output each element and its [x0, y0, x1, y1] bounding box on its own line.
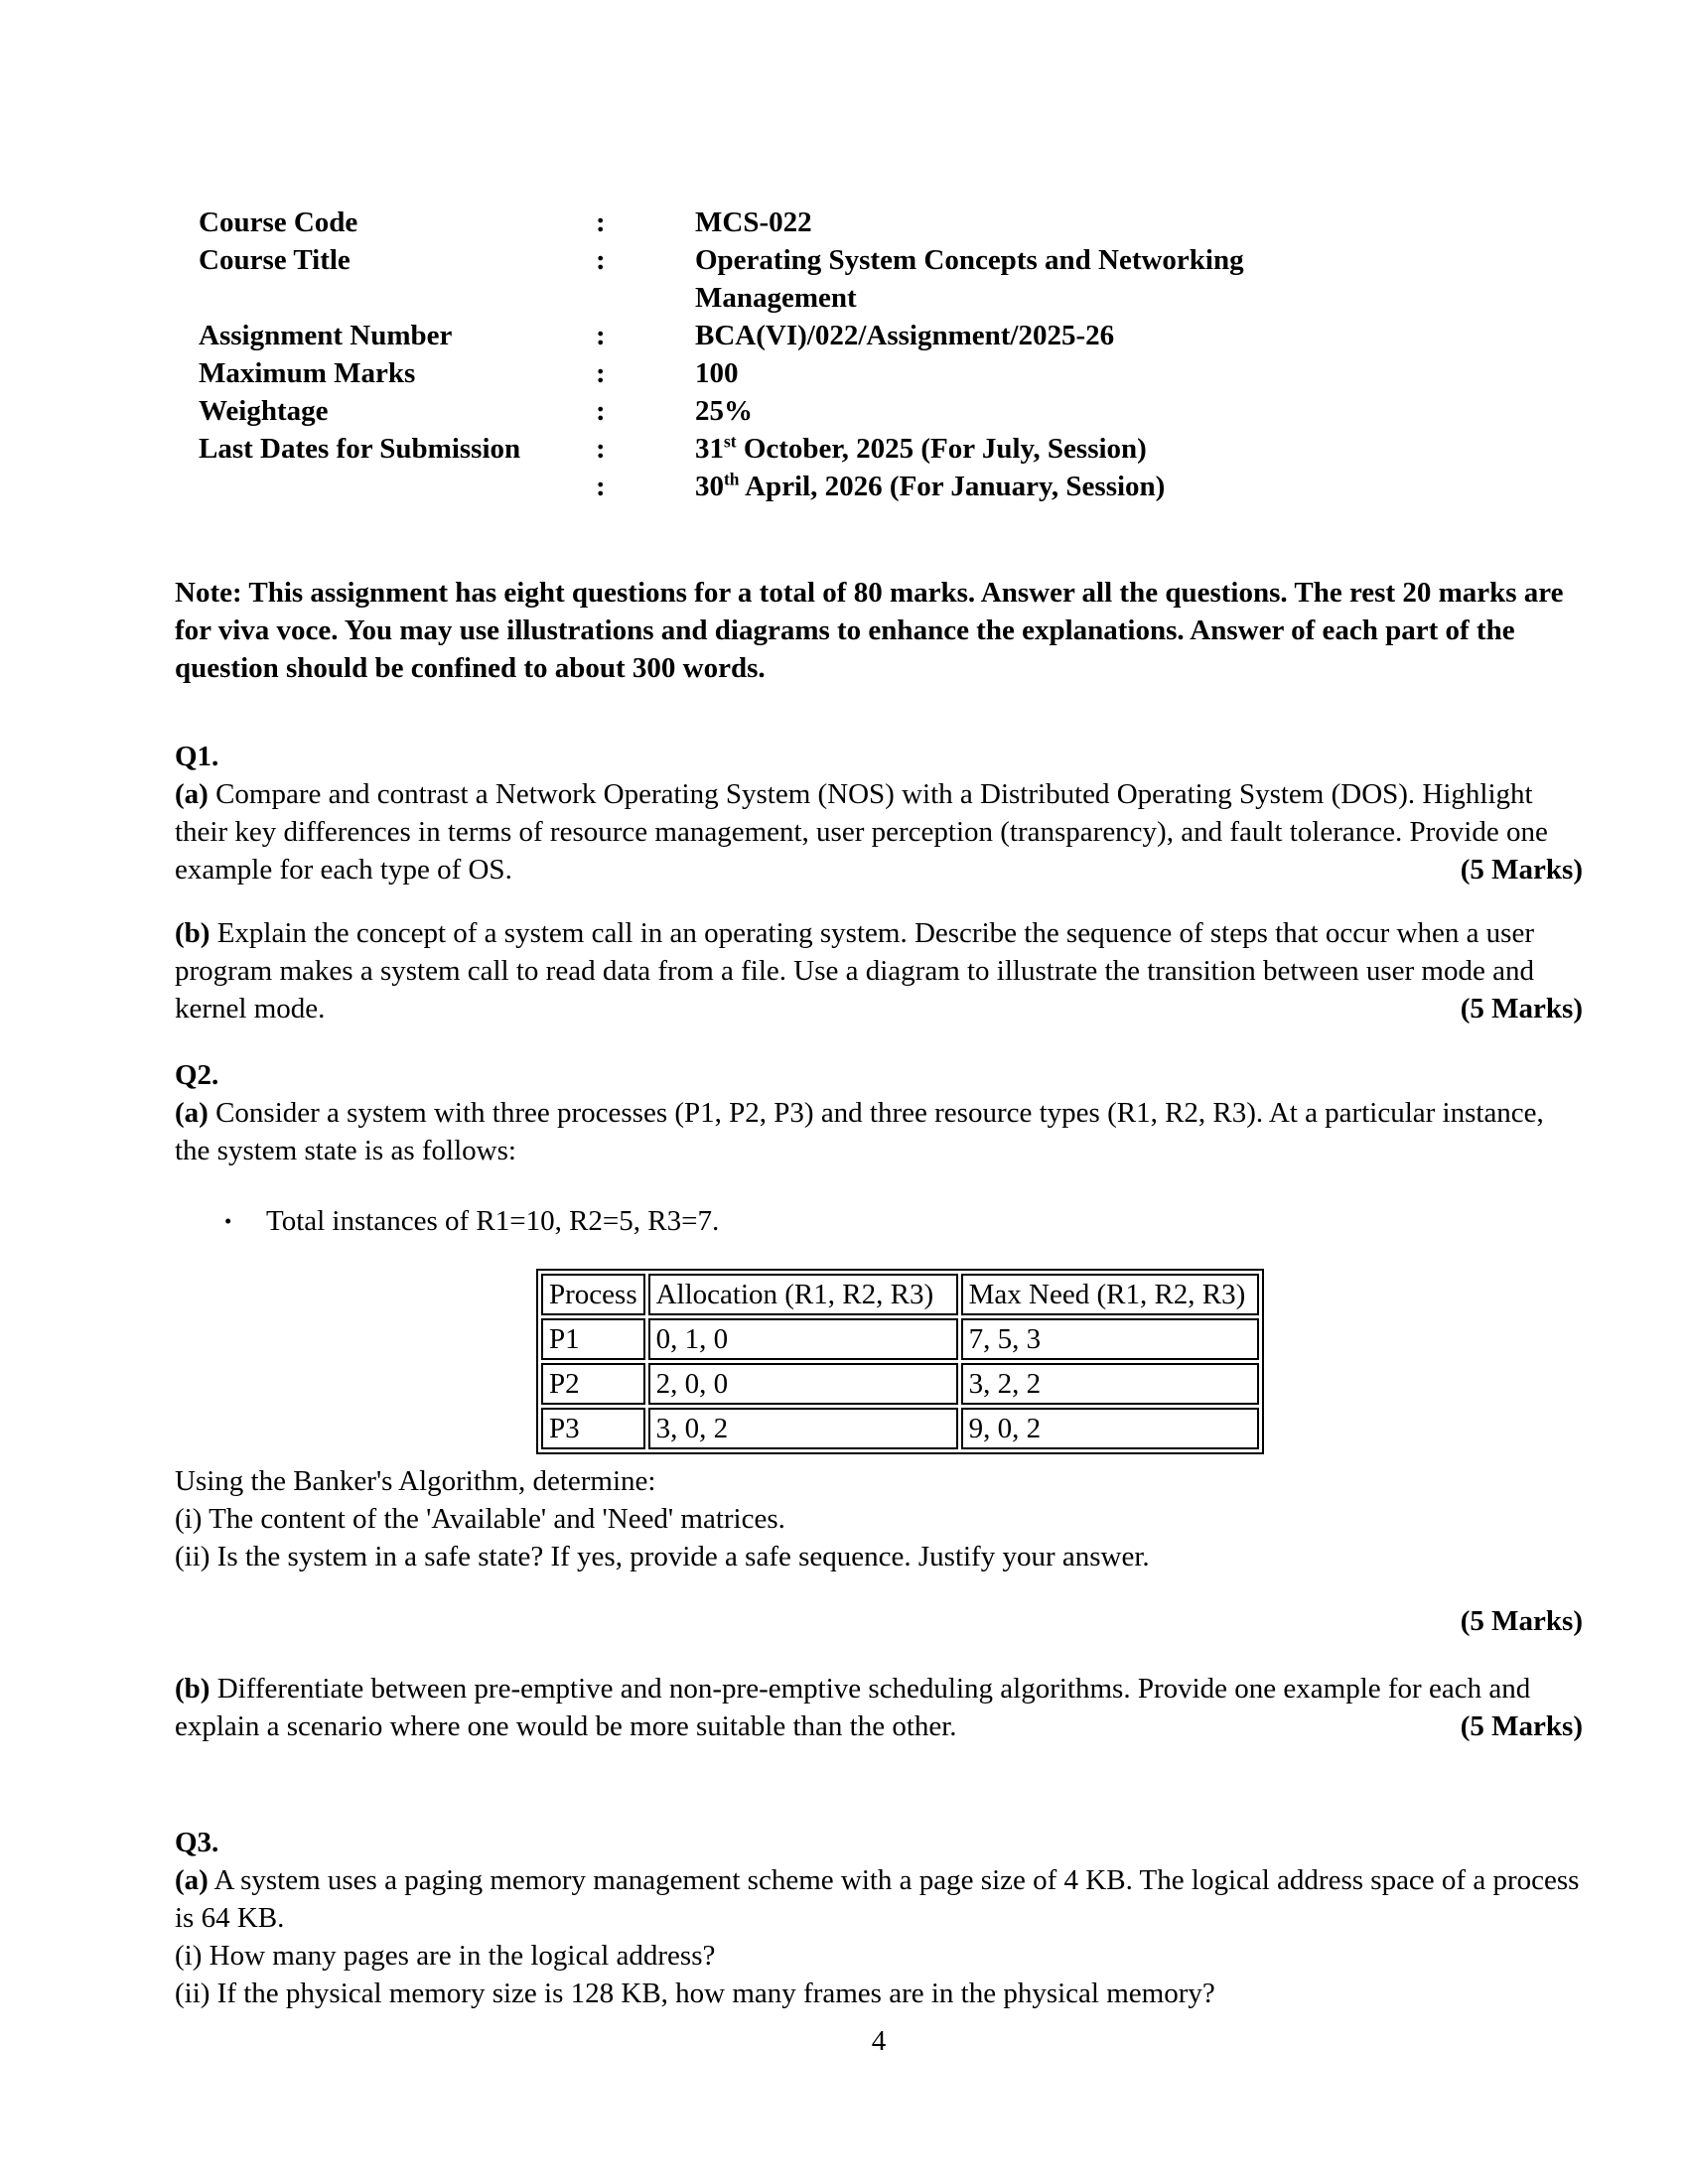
question-1a-paragraph	[175, 775, 1583, 888]
page-number: 4	[871, 2025, 887, 2057]
colon-separator: :	[596, 206, 606, 238]
question-2-label: Q2.	[175, 1059, 219, 1091]
table-cell: 2, 0, 0	[648, 1363, 958, 1405]
empty-label	[199, 468, 596, 505]
table-cell: 9, 0, 2	[961, 1408, 1259, 1449]
submission-date-july-value: 31st October, 2025 (For July, Session)	[695, 431, 1147, 465]
question-2b-paragraph	[175, 1670, 1583, 1745]
question-3a-text: A system uses a paging memory management scheme with a page size of 4 KB. The logical address space of a process is 64 KB.	[175, 1864, 1580, 1934]
question-2a-item-ii: (ii) Is the system in a safe state? If yes, provide a safe sequence. Justify your answer.	[175, 1541, 1150, 1572]
question-2a-paragraph	[175, 1094, 1583, 1169]
question-3-section	[175, 1824, 1583, 2012]
colon-separator: :	[596, 357, 606, 389]
table-row-p3	[541, 1408, 1259, 1449]
question-1a-marks: (5 Marks)	[1460, 854, 1583, 886]
course-header-block	[199, 204, 1583, 505]
table-row-p1	[541, 1318, 1259, 1360]
assignment-number-row	[199, 317, 1583, 354]
total-instances-text: Total instances of R1=10, R2=5, R3=7.	[266, 1205, 720, 1237]
question-2a-marks: (5 Marks)	[1460, 1605, 1583, 1637]
question-2b-marks: (5 Marks)	[1460, 1710, 1583, 1742]
question-2a-item-i: (i) The content of the 'Available' and 'Need' matrices.	[175, 1503, 785, 1535]
colon-separator: :	[596, 395, 606, 427]
part-a-lead: (a)	[175, 778, 209, 810]
submission-date-january-value: 30th April, 2026 (For January, Session)	[695, 469, 1166, 502]
question-1-label: Q1.	[175, 741, 219, 772]
weightage-label: Weightage	[199, 395, 329, 427]
ordinal-superscript: st	[724, 431, 737, 452]
table-cell: P1	[541, 1318, 645, 1360]
question-1b-paragraph	[175, 914, 1583, 1027]
maximum-marks-value: 100	[695, 357, 739, 389]
total-instances-bullet-item	[175, 1202, 1583, 1240]
weightage-value: 25%	[695, 395, 753, 427]
note-paragraph: Note: This assignment has eight questions for a total of 80 marks. Answer all the questions. The rest 20 marks are for viva voce. You may use illustrations and diagrams to enhance the explanations. Answer of each part of the question should be confined to about 300 words.	[175, 577, 1564, 684]
allocation-table	[536, 1269, 1264, 1454]
question-3a-paragraph	[175, 1861, 1583, 1937]
colon-separator: :	[596, 320, 606, 351]
table-cell: 3, 2, 2	[961, 1363, 1259, 1405]
course-title-row	[199, 241, 1583, 317]
max-need-column-header: Max Need (R1, R2, R3)	[961, 1274, 1259, 1315]
ordinal-superscript: th	[724, 469, 740, 489]
colon-separator: :	[596, 433, 606, 465]
allocation-column-header: Allocation (R1, R2, R3)	[648, 1274, 958, 1315]
course-title-label: Course Title	[199, 244, 351, 276]
part-a-lead: (a)	[175, 1097, 209, 1129]
question-2a-text: Consider a system with three processes (P1, P2, P3) and three resource types (R1, R2, R3). At a particular instance, the system state is as follows:	[175, 1097, 1544, 1166]
bullet-icon: •	[224, 1209, 232, 1233]
table-cell: 7, 5, 3	[961, 1318, 1259, 1360]
question-1a-text: Compare and contrast a Network Operating System (NOS) with a Distributed Operating System (DOS). Highlight their key differences in terms of resource management, user perception (transparency), and fault tolerance. Provide one example for each type of OS.	[175, 778, 1548, 886]
question-1-section	[175, 738, 1583, 888]
course-title-value: Operating System Concepts and Networking Management	[695, 244, 1244, 314]
assignment-number-value: BCA(VI)/022/Assignment/2025-26	[695, 320, 1115, 351]
maximum-marks-label: Maximum Marks	[199, 357, 416, 389]
course-code-value: MCS-022	[695, 206, 812, 238]
submission-date-january-row	[199, 468, 1583, 505]
question-3-label: Q3.	[175, 1827, 219, 1858]
question-1b-section	[175, 914, 1583, 1027]
question-1b-text: Explain the concept of a system call in an operating system. Describe the sequence of steps that occur when a user program makes a system call to read data from a file. Use a diagram to illustrate the transition between user mode and kernel mode.	[175, 917, 1534, 1024]
question-2-section	[175, 1056, 1583, 1169]
bankers-determine-line: Using the Banker's Algorithm, determine:	[175, 1465, 656, 1497]
maximum-marks-row	[199, 354, 1583, 392]
part-b-lead: (b)	[175, 1673, 211, 1705]
part-b-lead: (b)	[175, 917, 211, 949]
submission-dates-label: Last Dates for Submission	[199, 433, 521, 465]
part-a-lead: (a)	[175, 1864, 209, 1896]
question-3a-item-i: (i) How many pages are in the logical address?	[175, 1940, 716, 1972]
question-2b-text: Differentiate between pre-emptive and non-pre-emptive scheduling algorithms. Provide one example for each and explain a scenario where one would be more suitable than the other.	[175, 1673, 1531, 1742]
table-cell: P2	[541, 1363, 645, 1405]
colon-separator: :	[596, 244, 606, 276]
table-cell: 0, 1, 0	[648, 1318, 958, 1360]
submission-date-july-row	[199, 430, 1583, 468]
table-cell: 3, 0, 2	[648, 1408, 958, 1449]
colon-separator: :	[596, 471, 606, 502]
table-row-p2	[541, 1363, 1259, 1405]
assignment-number-label: Assignment Number	[199, 320, 453, 351]
question-2b-section	[175, 1670, 1583, 1745]
course-code-label: Course Code	[199, 206, 358, 238]
table-cell: P3	[541, 1408, 645, 1449]
question-1b-marks: (5 Marks)	[1460, 993, 1583, 1024]
question-3a-item-ii: (ii) If the physical memory size is 128 KB, how many frames are in the physical memory?	[175, 1978, 1215, 2009]
process-column-header: Process	[541, 1274, 645, 1315]
table-header-row	[541, 1274, 1259, 1315]
course-code-row	[199, 204, 1583, 241]
weightage-row	[199, 392, 1583, 430]
